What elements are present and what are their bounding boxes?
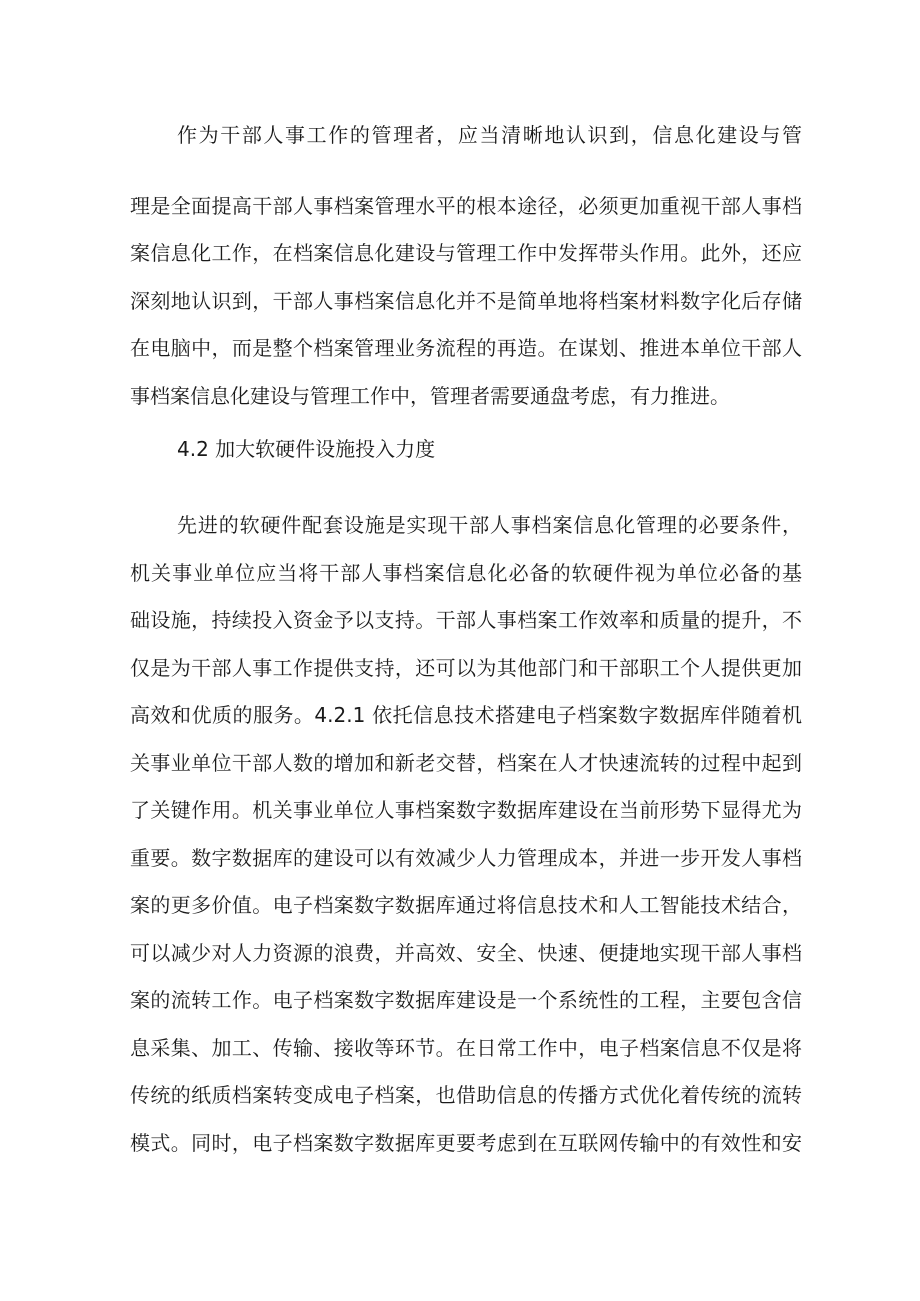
paragraph-line: 作为干部人事工作的管理者，应当清晰地认识到，信息化建设与管 — [177, 123, 802, 147]
paragraph-line: 传统的纸质档案转变成电子档案，也借助信息的传播方式优化着传统的流转 — [130, 1083, 802, 1107]
paragraph-line: 高效和优质的服务。4.2.1 依托信息技术搭建电子档案数字数据库伴随着机 — [130, 703, 802, 727]
section-heading: 4.2 加大软硬件设施投入力度 — [177, 437, 436, 461]
paragraph-line: 可以减少对人力资源的浪费，并高效、安全、快速、便捷地实现干部人事档 — [130, 941, 802, 965]
paragraph-line: 模式。同时，电子档案数字数据库更要考虑到在互联网传输中的有效性和安 — [130, 1131, 802, 1155]
paragraph-line: 仅是为干部人事工作提供支持，还可以为其他部门和干部职工个人提供更加 — [130, 656, 802, 680]
paragraph-line: 深刻地认识到，干部人事档案信息化并不是简单地将档案材料数字化后存储 — [130, 289, 802, 313]
paragraph-line: 重要。数字数据库的建设可以有效减少人力管理成本，并进一步开发人事档 — [130, 846, 802, 870]
paragraph-line: 案信息化工作，在档案信息化建设与管理工作中发挥带头作用。此外，还应 — [130, 241, 802, 265]
paragraph-line: 础设施，持续投入资金予以支持。干部人事档案工作效率和质量的提升，不 — [130, 608, 802, 632]
paragraph-line: 机关事业单位应当将干部人事档案信息化必备的软硬件视为单位必备的基 — [130, 561, 802, 585]
paragraph-line: 理是全面提高干部人事档案管理水平的根本途径，必须更加重视干部人事档 — [130, 194, 802, 218]
paragraph-line: 事档案信息化建设与管理工作中，管理者需要通盘考虑，有力推进。 — [130, 384, 730, 408]
paragraph-line: 案的流转工作。电子档案数字数据库建设是一个系统性的工程，主要包含信 — [130, 988, 802, 1012]
paragraph-line: 在电脑中，而是整个档案管理业务流程的再造。在谋划、推进本单位干部人 — [130, 336, 802, 360]
paragraph-line: 案的更多价值。电子档案数字数据库通过将信息技术和人工智能技术结合， — [130, 893, 802, 917]
paragraph-line: 了关键作用。机关事业单位人事档案数字数据库建设在当前形势下显得尤为 — [130, 798, 802, 822]
paragraph-line: 关事业单位干部人数的增加和新老交替，档案在人才快速流转的过程中起到 — [130, 751, 802, 775]
paragraph-line: 息采集、加工、传输、接收等环节。在日常工作中，电子档案信息不仅是将 — [130, 1036, 802, 1060]
paragraph-line: 先进的软硬件配套设施是实现干部人事档案信息化管理的必要条件， — [177, 513, 802, 537]
